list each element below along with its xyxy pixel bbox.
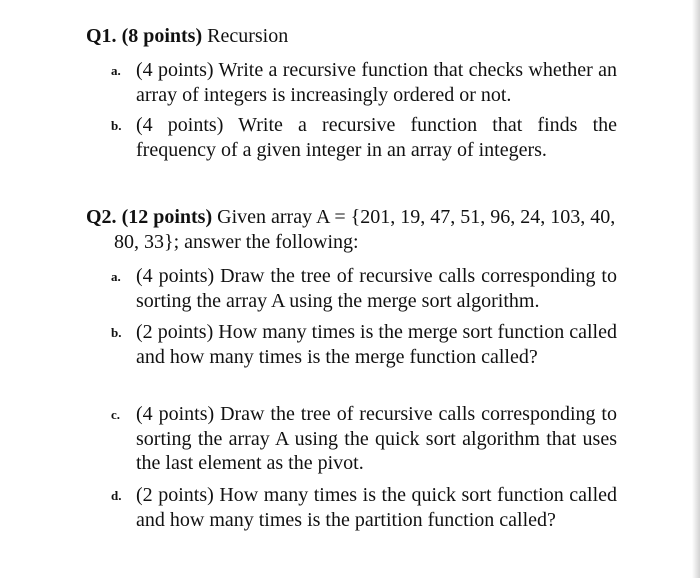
question-1-part-b	[111, 113, 617, 162]
question-1-heading	[86, 24, 626, 49]
question-2-part-c	[111, 402, 617, 476]
question-2-heading	[86, 205, 634, 255]
question-2-points: (12 points)	[121, 206, 213, 228]
part-text: (2 points) How many times is the quick sort function called and how many times is the partition function called?	[136, 484, 617, 531]
question-1-points: (8 points)	[121, 25, 203, 47]
question-2-part-a	[111, 264, 617, 313]
part-marker: d.	[111, 488, 122, 503]
part-text: (4 points) Draw the tree of recursive calls corresponding to sorting the array A using the quick sort algorithm that uses the last element as the pivot.	[136, 403, 617, 474]
question-1-number: Q1.	[86, 25, 117, 47]
part-marker: b.	[111, 118, 122, 133]
question-2-part-b	[111, 320, 617, 369]
page-edge-shadow	[692, 0, 700, 578]
part-marker: a.	[111, 63, 121, 78]
part-text: (4 points) Draw the tree of recursive calls corresponding to sorting the array A using the merge sort algorithm.	[136, 265, 617, 312]
part-text: (4 points) Write a recursive function that checks whether an array of integers is increasingly ordered or not.	[136, 59, 617, 106]
part-text: (4 points) Write a recursive function that finds the frequency of a given integer in an array of integers.	[136, 114, 617, 161]
question-2-intro: Given array A = {201, 19, 47, 51, 96, 24, 103, 40, 80, 33}; answer the following:	[114, 206, 616, 253]
question-2-part-d	[111, 483, 617, 532]
part-marker: b.	[111, 325, 122, 340]
part-text: (2 points) How many times is the merge sort function called and how many times is the merge function called?	[136, 321, 617, 368]
part-marker: a.	[111, 269, 121, 284]
question-1-part-a	[111, 58, 617, 107]
part-marker: c.	[111, 407, 121, 422]
question-1-topic: Recursion	[207, 25, 289, 47]
question-2-number: Q2.	[86, 206, 117, 228]
